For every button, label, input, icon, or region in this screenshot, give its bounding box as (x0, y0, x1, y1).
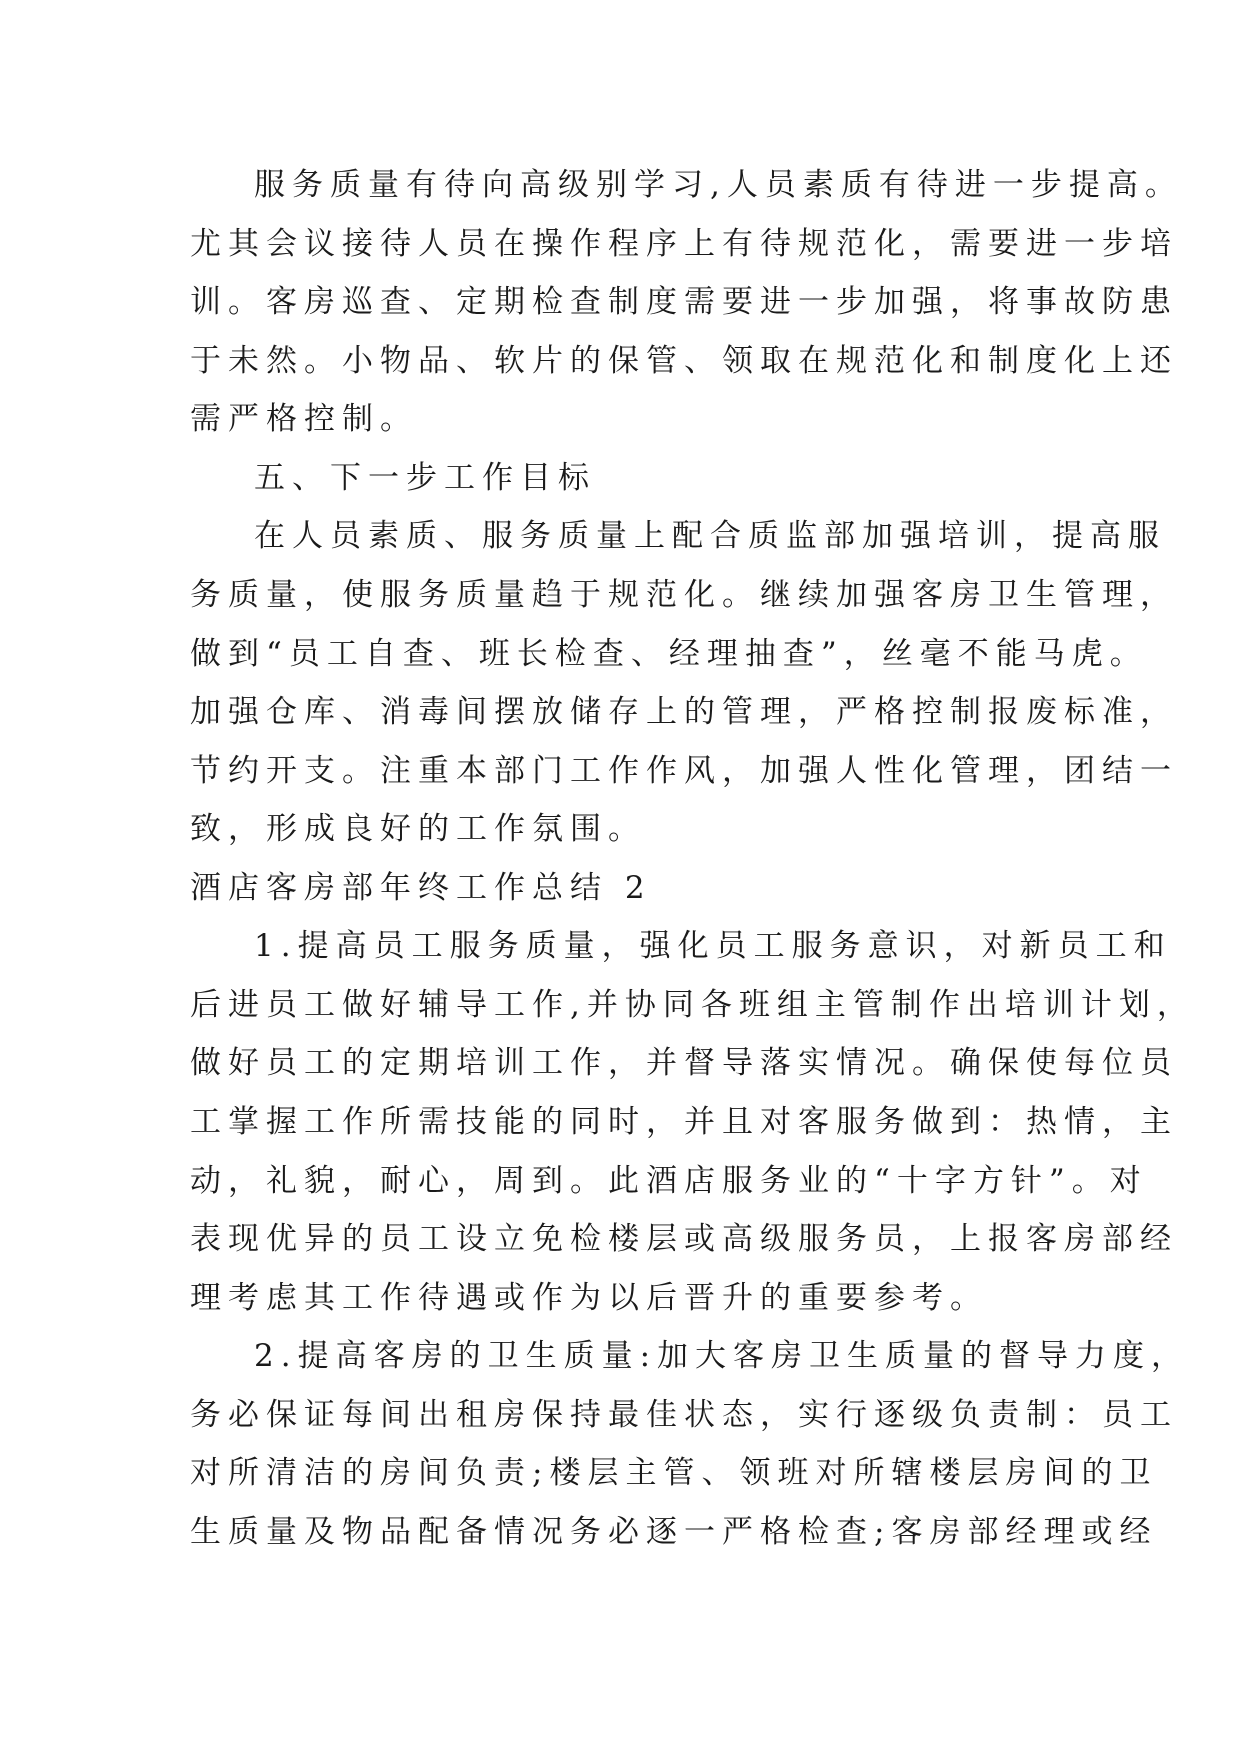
section-heading: 五、下一步工作目标 (254, 460, 596, 496)
text-line: 动，礼貌，耐心，周到。此酒店服务业的“十字方针”。对 (190, 1163, 1148, 1199)
text-line: 对所清洁的房间负责;楼层主管、领班对所辖楼层房间的卫 (190, 1455, 1158, 1491)
text-line: 务质量，使服务质量趋于规范化。继续加强客房卫生管理， (190, 577, 1178, 613)
text-line: 理考虑其工作待遇或作为以后晋升的重要参考。 (190, 1280, 988, 1316)
text-line: 2.提高客房的卫生质量:加大客房卫生质量的督导力度， (254, 1338, 1190, 1374)
text-line: 做好员工的定期培训工作，并督导落实情况。确保使每位员 (190, 1045, 1178, 1081)
text-line: 于未然。小物品、软片的保管、领取在规范化和制度化上还 (190, 343, 1178, 379)
text-line: 后进员工做好辅导工作,并协同各班组主管制作出培训计划， (190, 987, 1195, 1023)
text-line: 生质量及物品配备情况务必逐一严格检查;客房部经理或经 (190, 1514, 1158, 1550)
text-line: 务必保证每间出租房保持最佳状态，实行逐级负责制：员工 (190, 1397, 1178, 1433)
text-line: 训。客房巡查、定期检查制度需要进一步加强，将事故防患 (190, 284, 1178, 320)
text-line: 致，形成良好的工作氛围。 (190, 811, 646, 847)
text-line: 尤其会议接待人员在操作程序上有待规范化，需要进一步培 (190, 226, 1178, 262)
text-line: 工掌握工作所需技能的同时，并且对客服务做到：热情，主 (190, 1104, 1178, 1140)
text-line: 1.提高员工服务质量，强化员工服务意识，对新员工和 (254, 928, 1172, 964)
text-line: 节约开支。注重本部门工作作风，加强人性化管理，团结一 (190, 753, 1178, 789)
text-line: 表现优异的员工设立免检楼层或高级服务员，上报客房部经 (190, 1221, 1178, 1257)
text-line: 需严格控制。 (190, 401, 418, 437)
document-title: 酒店客房部年终工作总结 2 (190, 870, 652, 906)
text-line: 在人员素质、服务质量上配合质监部加强培训，提高服 (254, 518, 1166, 554)
text-line: 做到“员工自查、班长检查、经理抽查”，丝毫不能马虎。 (190, 636, 1148, 672)
text-line: 服务质量有待向高级别学习,人员素质有待进一步提高。 (254, 167, 1183, 203)
text-line: 加强仓库、消毒间摆放储存上的管理，严格控制报废标准， (190, 694, 1178, 730)
